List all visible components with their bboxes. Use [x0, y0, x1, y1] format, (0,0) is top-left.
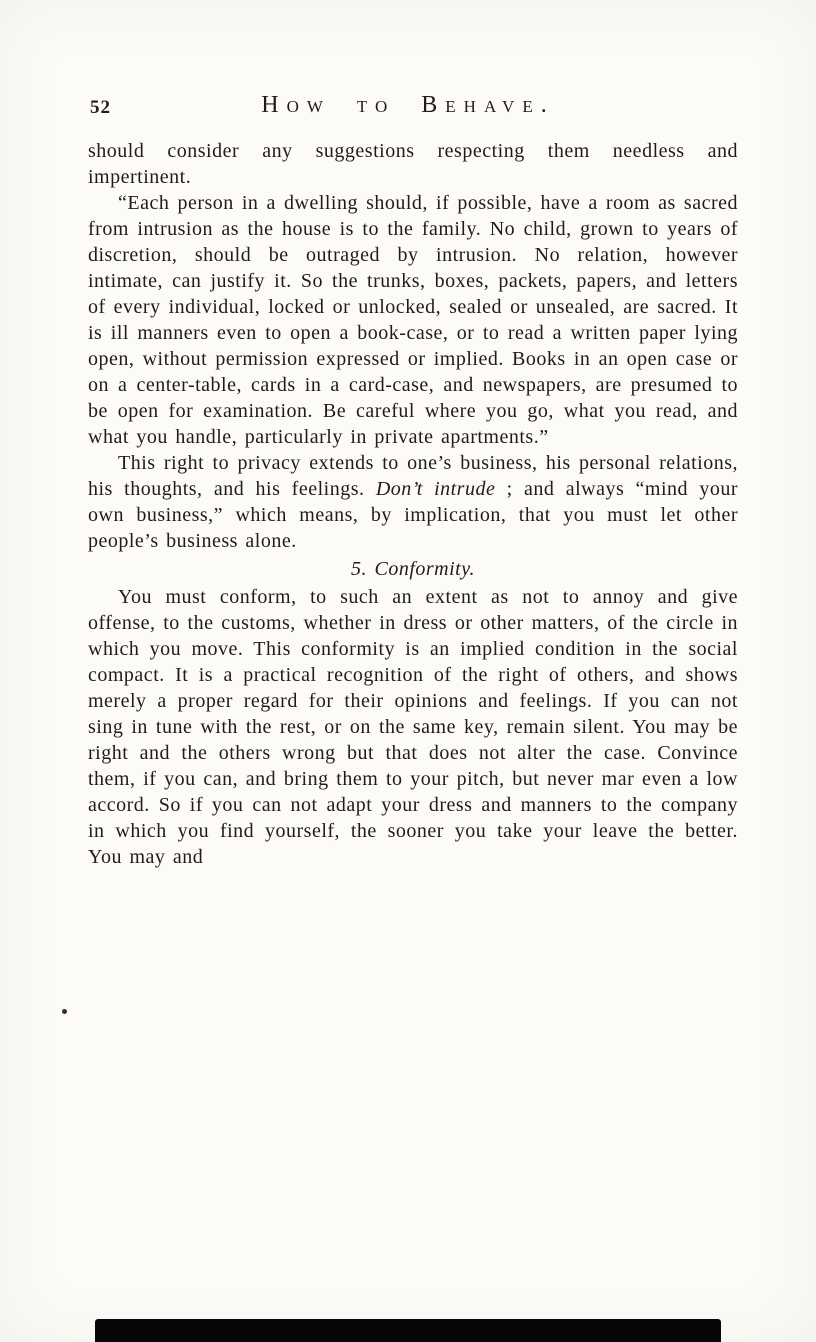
margin-dot-artifact [62, 1009, 67, 1014]
section-heading: 5. Conformity. [350, 558, 475, 580]
paragraph: should consider any suggestions respecting them needless and impertinent. [88, 140, 738, 188]
paragraph: You must conform, to such an extent as not to annoy and give offense, to the customs, whether in dress or other matters, of the circle in which you move. This conformity is an implied condition in the social compact. It is a practical recognition of the right of others, and shows merely a proper regard for their opinions and feelings. If you can not sing in tune with the rest, or on the same key, remain silent. You may be right and the others wrong but that does not alter the case. Convince them, if you can, and bring them to your pitch, but never mar even a low accord. So if you can not adapt your dress and manners to the company in which you find yourself, the sooner you take your leave the better. You may and [88, 586, 738, 868]
scan-artifact-bar [95, 1319, 721, 1342]
running-header [88, 92, 738, 126]
paragraph: This right to privacy extends to one’s business, his personal relations, his thoughts, and his feelings. Don’t intrude ; and always “mind your own business,” which means, by implication, that you must let other people’s business alone. [88, 452, 739, 552]
text-body [88, 138, 738, 870]
paragraph: “Each person in a dwelling should, if possible, have a room as sacred from intrusion as the house is to the family. No child, grown to years of discretion, should be outraged by intrusion. No relation, however intimate, can justify it. So the trunks, boxes, packets, papers, and letters of every individual, locked or unlocked, sealed or unsealed, are sacred. It is ill manners even to open a book-case, or to read a written paper lying open, without permission expressed or implied. Books in an open case or on a center-table, cards in a card-case, and newspapers, are presumed to be open for examination. Be careful where you go, what you read, and what you handle, particularly in private apartments.” [88, 192, 738, 448]
running-title: How to Behave. [261, 92, 555, 118]
page-number: 52 [90, 97, 111, 118]
